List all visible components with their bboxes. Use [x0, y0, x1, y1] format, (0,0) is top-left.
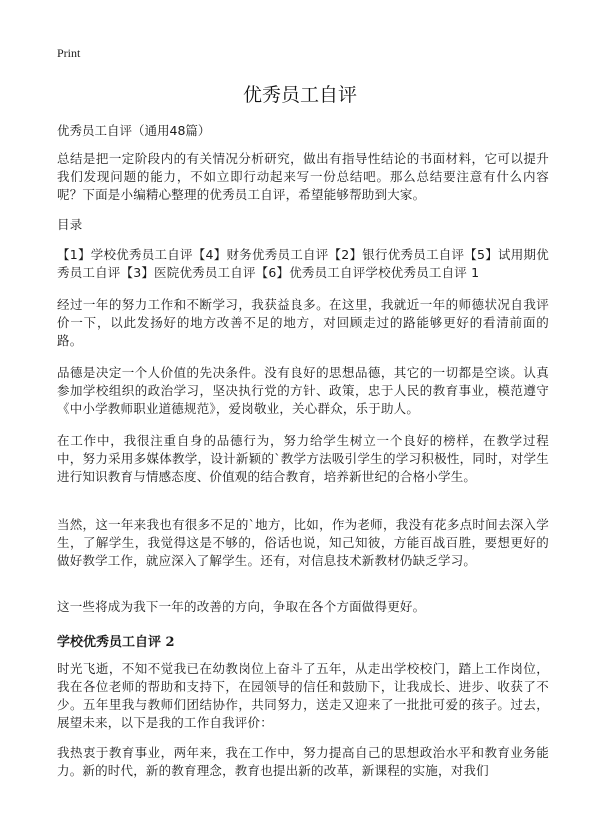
page-title: 优秀员工自评 — [242, 84, 357, 106]
table-of-contents[interactable]: 【1】学校优秀员工自评【4】财务优秀员工自评【2】银行优秀员工自评【5】试用期优秀员工自评【3】医院优秀员工自评【6】优秀员工自评学校优秀员工自评 1 — [57, 247, 549, 280]
paragraph-2: 品德是决定一个人价值的先决条件。没有良好的思想品德，其它的一切都是空谈。认真参加学校组织的政治学习，坚决执行党的方针、政策，忠于人民的教育事业，模范遵守《中小学教师职业道德规范》，爱岗敬业，关心群众，乐于助人。 — [57, 365, 549, 416]
paragraph-3: 在工作中，我很注重自身的品德行为，努力给学生树立一个良好的榜样，在教学过程中，努力采用多媒体教学，设计新颖的`教学方法吸引学生的学习积极性，同时，对学生进行知识教育与情感态度、价值观的结合教育，培养新世纪的合格小学生。 — [57, 433, 549, 484]
paragraph-4: 当然，这一年来我也有很多不足的`地方，比如，作为老师，我没有花多点时间去深入学生，了解学生，我觉得这是不够的，俗话也说，知己知彼，方能百战百胜，要想更好的做好教学工作，就应深入了解学生。还有，对信息技术新教材仍缺乏学习。 — [57, 517, 549, 568]
toc-label: 目录 — [57, 217, 83, 232]
paragraph-6: 时光飞逝，不知不觉我已在幼教岗位上奋斗了五年，从走出学校校门，踏上工作岗位，我在各位老师的帮助和支持下，在园领导的信任和鼓励下，让我成长、进步、收获了不少。五年里我与教师们团结协作，共同努力，送走又迎来了一批批可爱的孩子。过去，展望未来，以下是我的工作自我评价： — [57, 661, 549, 730]
intro-paragraph: 总结是把一定阶段内的有关情况分析研究，做出有指导性结论的书面材料，它可以提升我们发现问题的能力，不如立即行动起来写一份总结吧。那么总结要注意有什么内容呢？下面是小编精心整理的优秀员工自评，希望能够帮助到大家。 — [57, 151, 549, 202]
paragraph-5: 这一些将成为我下一年的改善的方向，争取在各个方面做得更好。 — [57, 599, 426, 614]
paragraph-7: 我热衷于教育事业，两年来，我在工作中，努力提高自己的思想政治水平和教育业务能力。新的时代，新的教育理念，教育也提出新的改革，新课程的实施，对我们 — [57, 745, 549, 778]
section-heading: 学校优秀员工自评 2 — [57, 635, 175, 650]
print-link[interactable]: Print — [57, 46, 81, 60]
paragraph-1: 经过一年的努力工作和不断学习，我获益良多。在这里，我就近一年的师德状况自我评价一下，以此发扬好的地方改善不足的地方，对回顾走过的路能够更好的看清前面的路。 — [57, 297, 549, 348]
document-subtitle: 优秀员工自评（通用48篇） — [57, 123, 211, 138]
